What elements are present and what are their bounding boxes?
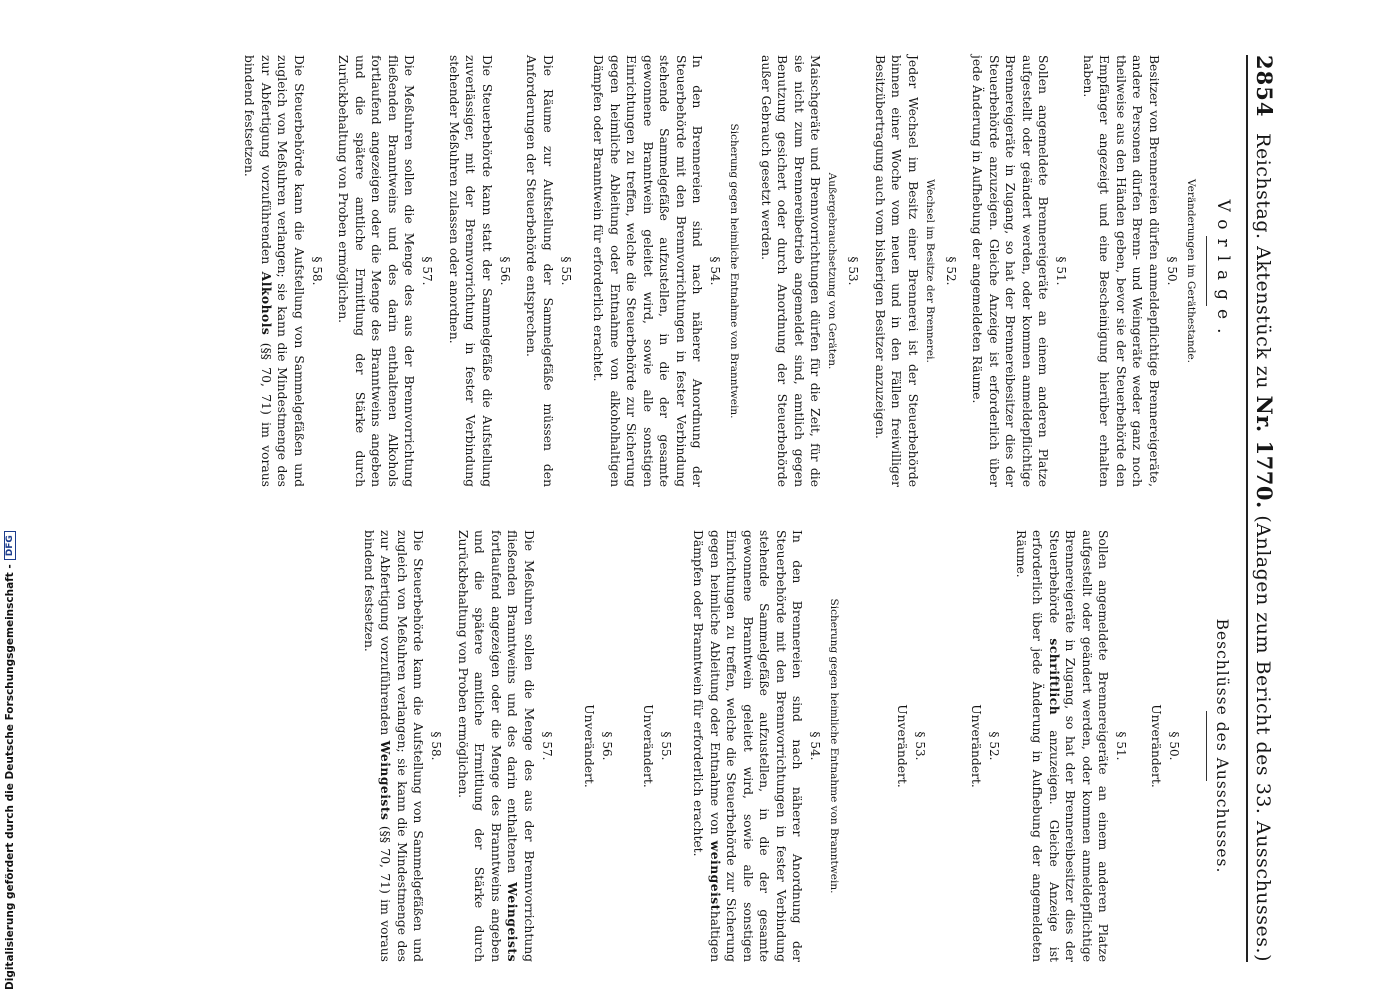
text-run: Die Meßuhren sollen die Menge des aus der Brennvorrichtung fließenden Branntweins und des darin enthaltenen (505, 530, 536, 962)
paragraph-text: Besitzer von Brennereien dürfen anmeldepflichtige Brennereigeräte, andere Personen dürfen Brenn- und Weingeräte weder ganz noch theilweise aus den Händen geben, bevor sie der Steuerbehörde den Empfänger angezeigt und eine Bescheinigung hierüber erhalten haben. (1080, 55, 1161, 487)
paragraph-text: Die Meßuhren sollen die Menge des aus der Brennvorrichtung fließenden Branntweins und des darin enthaltenen Alkohols fortlaufend angezeigen oder die Menge des Branntweins angeben und die spätere amtliche Ermittlung der Stärke durch Zurückbehaltung von Proben ermöglichen. (336, 55, 417, 487)
running-title-prefix: Reichstag. Aktenstück zu (1252, 133, 1274, 396)
unchanged-note: Unverändert. (969, 704, 984, 788)
section-heading: Veränderungen im Geräthestande. (1184, 178, 1197, 364)
paragraph-heading: Wechsel im Besitze der Brennerei. (923, 179, 936, 363)
unchanged-note: Unverändert. (582, 704, 597, 788)
paragraph-number: § 52. (987, 731, 1002, 761)
emphasized-word: weingeist (707, 840, 723, 911)
paragraph-text (1012, 530, 1111, 962)
text-run: Die Steuerbehörde kann die Aufstellung von Sammelgefäßen und zugleich von Meßuhren verlangen; sie kann die Mindestmenge des zur Abfertigung vorzuführenden (378, 530, 426, 962)
title-rule (1206, 236, 1207, 306)
column-title-vorlage: Vorlage. (1212, 199, 1233, 343)
running-title-suffix: (Anlagen zum Bericht des 33. Ausschusses.) (1252, 508, 1274, 962)
paragraph-text (360, 530, 426, 962)
running-title-number: Nr. 1770. (1252, 395, 1277, 509)
paragraph-number: § 54. (708, 256, 723, 286)
paragraph-number: § 55. (558, 256, 573, 286)
column-beschluesse (231, 530, 1240, 962)
section-heading: Sicherung gegen heimliche Entnahme von Branntwein. (728, 123, 741, 419)
paragraph-text: Maischgeräte und Brennvorrichtungen dürfen für die Zeit, für die sie nicht zum Brennereibetrieb angemeldet sind, amtlich gegen Benutzung gesichert oder durch Anordnung der Steuerbehörde außer Gebrauch gesetzt werden. (758, 55, 823, 487)
emphasized-word: Alkohols (258, 271, 274, 336)
section-heading: Sicherung gegen heimliche Entnahme von Branntwein. (828, 598, 841, 894)
paragraph-text: In den Brennereien sind nach näherer Anordnung der Steuerbehörde mit den Brennvorrichtungen in fester Verbindung stehende Sammelgefäße aufzustellen, in die der gesamte gewonnene Branntwein geleitet wird, sowie alle sonstigen Einrichtungen zu treffen, welche die Steuerbehörde zur Sicherung gegen heimliche Ableitung oder Entnahme von alkoholhaltigen Dämpfen oder Branntwein für erforderlich erachtet. (591, 55, 705, 487)
paragraph-number: § 58. (429, 731, 444, 761)
paragraph-number: § 56. (600, 731, 615, 761)
text-run: fortlaufend angezeigen oder die Menge des Branntweins angeben und die spätere amtliche Ermittlung der Stärke durch Zurückbehaltung von Proben ermöglichen. (455, 530, 503, 962)
text-run: haltigen Dämpfen oder Branntwein für erforderlich erachtet. (691, 530, 722, 962)
credit-line (4, 531, 16, 990)
two-column-body (231, 55, 1240, 962)
column-title-beschluesse: Beschlüsse des Ausschusses. (1212, 618, 1231, 874)
title-rule (1206, 711, 1207, 781)
text-run: (§§ 70, 71) im voraus bindend festsetzen. (242, 55, 273, 487)
unchanged-note: Unverändert. (1148, 704, 1163, 788)
paragraph-heading: Außergebrauchsetzung von Geräten. (826, 172, 839, 370)
running-title (1250, 133, 1278, 962)
paragraph-number: § 57. (420, 256, 435, 286)
paragraph-text: Die Steuerbehörde kann statt der Sammelgefäße die Aufstellung zuverlässiger, mit der Brennvorrichtung in fester Verbindung stehender Meßuhren zulassen oder anordnen. (446, 55, 494, 487)
paragraph-number: § 51. (1054, 256, 1069, 286)
paragraph-number: § 58. (309, 256, 324, 286)
paragraph-text: Jeder Wechsel im Besitz einer Brennerei ist der Steuerbehörde binnen einer Woche vom neuen und in den Fällen freiwilliger Besitzübertragung auch vom bisherigen Besitzer anzuzeigen. (872, 55, 920, 487)
paragraph-text: Sollen angemeldete Brennereigeräte an einem anderen Platze aufgestellt oder geändert werden, oder kommen anmeldepflichtige Brennereigeräte in Zugang, so hat der Brennereibesitzer dies der Steuerbehörde anzuzeigen. Gleiche Anzeige ist erforderlich über jede Änderung in Aufhebung der angemeldeten Räume. (970, 55, 1051, 487)
paragraph-number: § 56. (497, 256, 512, 286)
digitization-credit (0, 0, 24, 1000)
paragraph-number: § 51. (1114, 731, 1129, 761)
page-header (1246, 55, 1278, 962)
paragraph-number: § 55. (658, 731, 673, 761)
paragraph-number: § 54. (808, 731, 823, 761)
paragraph-text: Die Räume zur Aufstellung der Sammelgefäße müssen den Anforderungen der Steuerbehörde entsprechen. (524, 55, 555, 487)
text-run: (§§ 70, 71) im voraus bindend festsetzen. (361, 530, 393, 962)
credit-text: Digitalisierung gefördert durch die Deutsche Forschungsgemeinschaft - (4, 564, 16, 990)
text-run: anzuzeigen. Gleiche Anzeige ist erforderlich über jede Änderung in Aufhebung der angemeldeten Räume. (1013, 530, 1061, 962)
text-run: In den Brennereien sind nach näherer Anordnung der Steuerbehörde mit den Brennvorrichtungen in fester Verbindung stehende Sammelgefäße aufzustellen, in die der gesamte gewonnene Branntwein geleitet wird, sowie alle sonstigen Einrichtungen zu treffen, welche die Steuerbehörde zur Sicherung gegen heimliche Ableitung oder Entnahme von (707, 530, 805, 962)
emphasized-word: schriftlich (1046, 638, 1062, 716)
unchanged-note: Unverändert. (894, 704, 909, 788)
dfg-logo: DFG (4, 531, 16, 560)
text-run: Sollen angemeldete Brennereigeräte an einem anderen Platze aufgestellt oder geändert werden, oder kommen anmeldepflichtige Brennereigeräte in Zugang, so hat der Brennereibesitzer dies der Steuerbehörde (1046, 530, 1111, 962)
paragraph-number: § 50. (1166, 731, 1181, 761)
paragraph-number: § 53. (912, 731, 927, 761)
paragraph-text (241, 55, 307, 487)
unchanged-note: Unverändert. (640, 704, 655, 788)
paragraph-number: § 52. (943, 256, 958, 286)
column-vorlage (231, 55, 1240, 487)
paragraph-number: § 53. (846, 256, 861, 286)
emphasized-word: Weingeists (378, 740, 394, 821)
paragraph-text (454, 530, 536, 962)
text-run: Die Steuerbehörde kann die Aufstellung von Sammelgefäßen und zugleich von Meßuhren verlangen; sie kann die Mindestmenge des zur Abfertigung vorzuführenden (258, 55, 306, 487)
paragraph-number: § 57. (539, 731, 554, 761)
page-number: 2854 (1252, 55, 1277, 118)
paragraph-number: § 50. (1164, 256, 1179, 286)
emphasized-word: Weingeists (505, 882, 521, 962)
paragraph-text (690, 530, 805, 962)
document-page (70, 0, 1300, 1000)
